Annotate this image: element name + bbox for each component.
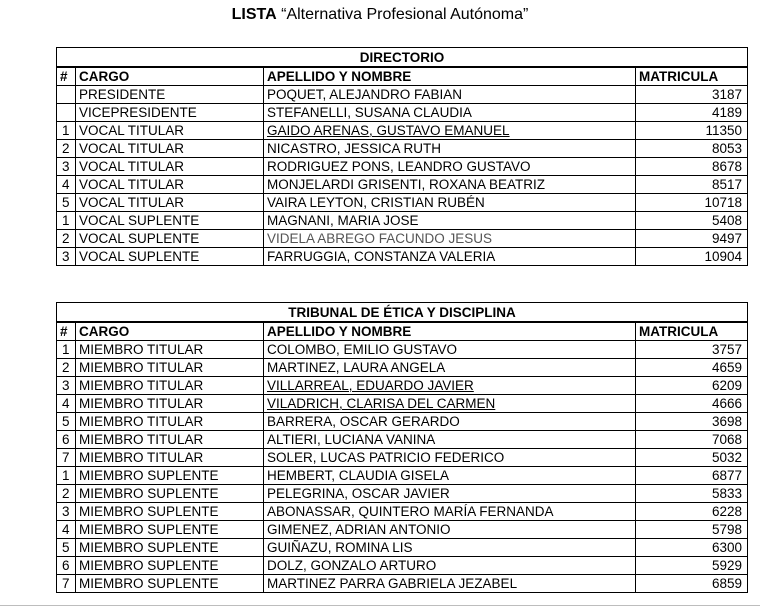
row-matricula: 6228 bbox=[636, 503, 748, 521]
column-nombre-header: APELLIDO Y NOMBRE bbox=[264, 322, 636, 341]
table-row bbox=[57, 140, 748, 158]
row-number bbox=[57, 86, 76, 104]
row-nombre: BARRERA, OSCAR GERARDO bbox=[264, 413, 636, 431]
row-nombre: MAGNANI, MARIA JOSE bbox=[264, 212, 636, 230]
table-row bbox=[57, 341, 748, 359]
row-cargo: MIEMBRO TITULAR bbox=[76, 431, 264, 449]
row-number: 4 bbox=[57, 176, 76, 194]
row-nombre: POQUET, ALEJANDRO FABIAN bbox=[264, 86, 636, 104]
row-cargo: VICEPRESIDENTE bbox=[76, 104, 264, 122]
row-cargo: MIEMBRO SUPLENTE bbox=[76, 521, 264, 539]
row-nombre: ABONASSAR, QUINTERO MARÍA FERNANDA bbox=[264, 503, 636, 521]
row-matricula: 4189 bbox=[636, 104, 748, 122]
row-matricula: 5408 bbox=[636, 212, 748, 230]
column-num-header: # bbox=[57, 67, 76, 86]
row-nombre: RODRIGUEZ PONS, LEANDRO GUSTAVO bbox=[264, 158, 636, 176]
row-cargo: VOCAL TITULAR bbox=[76, 176, 264, 194]
table-row bbox=[57, 485, 748, 503]
row-nombre: DOLZ, GONZALO ARTURO bbox=[264, 557, 636, 575]
table-row bbox=[57, 176, 748, 194]
row-number: 2 bbox=[57, 140, 76, 158]
row-number bbox=[57, 104, 76, 122]
tribunal-table bbox=[56, 302, 748, 593]
table-row bbox=[57, 230, 748, 248]
row-nombre: FARRUGGIA, CONSTANZA VALERIA bbox=[264, 248, 636, 266]
row-matricula: 5929 bbox=[636, 557, 748, 575]
row-number: 2 bbox=[57, 485, 76, 503]
row-number: 6 bbox=[57, 557, 76, 575]
row-cargo: VOCAL TITULAR bbox=[76, 140, 264, 158]
row-nombre: MARTINEZ, LAURA ANGELA bbox=[264, 359, 636, 377]
row-cargo: MIEMBRO TITULAR bbox=[76, 377, 264, 395]
row-number: 1 bbox=[57, 212, 76, 230]
row-matricula: 10718 bbox=[636, 194, 748, 212]
row-matricula: 3698 bbox=[636, 413, 748, 431]
row-number: 2 bbox=[57, 359, 76, 377]
row-number: 1 bbox=[57, 467, 76, 485]
row-matricula: 6300 bbox=[636, 539, 748, 557]
row-nombre: VILADRICH, CLARISA DEL CARMEN bbox=[264, 395, 636, 413]
table-row bbox=[57, 467, 748, 485]
table-row bbox=[57, 377, 748, 395]
row-nombre: VIDELA ABREGO FACUNDO JESUS bbox=[264, 230, 636, 248]
table-row bbox=[57, 194, 748, 212]
row-cargo: MIEMBRO TITULAR bbox=[76, 413, 264, 431]
row-number: 4 bbox=[57, 521, 76, 539]
row-matricula: 8053 bbox=[636, 140, 748, 158]
row-number: 5 bbox=[57, 539, 76, 557]
row-number: 3 bbox=[57, 248, 76, 266]
row-number: 6 bbox=[57, 431, 76, 449]
table-row bbox=[57, 449, 748, 467]
row-nombre: MARTINEZ PARRA GABRIELA JEZABEL bbox=[264, 575, 636, 593]
title-rest: “Alternativa Profesional Autónoma” bbox=[281, 6, 529, 23]
row-matricula: 4666 bbox=[636, 395, 748, 413]
table-row bbox=[57, 557, 748, 575]
row-nombre: COLOMBO, EMILIO GUSTAVO bbox=[264, 341, 636, 359]
row-cargo: VOCAL SUPLENTE bbox=[76, 212, 264, 230]
row-cargo: VOCAL TITULAR bbox=[76, 122, 264, 140]
row-matricula: 11350 bbox=[636, 122, 748, 140]
page-title bbox=[0, 5, 760, 25]
column-num-header: # bbox=[57, 322, 76, 341]
row-matricula: 9497 bbox=[636, 230, 748, 248]
column-cargo-header: CARGO bbox=[76, 67, 264, 86]
row-matricula: 4659 bbox=[636, 359, 748, 377]
table-row bbox=[57, 521, 748, 539]
row-matricula: 3757 bbox=[636, 341, 748, 359]
row-cargo: MIEMBRO SUPLENTE bbox=[76, 485, 264, 503]
table-row bbox=[57, 212, 748, 230]
row-number: 7 bbox=[57, 449, 76, 467]
row-nombre: ALTIERI, LUCIANA VANINA bbox=[264, 431, 636, 449]
row-number: 1 bbox=[57, 122, 76, 140]
row-matricula: 3187 bbox=[636, 86, 748, 104]
row-nombre: GAIDO ARENAS, GUSTAVO EMANUEL bbox=[264, 122, 636, 140]
row-nombre: PELEGRINA, OSCAR JAVIER bbox=[264, 485, 636, 503]
row-cargo: VOCAL TITULAR bbox=[76, 194, 264, 212]
row-nombre: NICASTRO, JESSICA RUTH bbox=[264, 140, 636, 158]
table-row bbox=[57, 122, 748, 140]
table-row bbox=[57, 503, 748, 521]
row-cargo: MIEMBRO TITULAR bbox=[76, 341, 264, 359]
row-number: 3 bbox=[57, 158, 76, 176]
row-matricula: 5032 bbox=[636, 449, 748, 467]
table-row bbox=[57, 395, 748, 413]
row-cargo: MIEMBRO SUPLENTE bbox=[76, 539, 264, 557]
row-cargo: MIEMBRO SUPLENTE bbox=[76, 467, 264, 485]
column-matricula-header: MATRICULA bbox=[636, 67, 748, 86]
row-cargo: MIEMBRO TITULAR bbox=[76, 359, 264, 377]
row-matricula: 5833 bbox=[636, 485, 748, 503]
row-matricula: 10904 bbox=[636, 248, 748, 266]
table-row bbox=[57, 413, 748, 431]
row-matricula: 8678 bbox=[636, 158, 748, 176]
row-matricula: 5798 bbox=[636, 521, 748, 539]
row-nombre: VILLARREAL, EDUARDO JAVIER bbox=[264, 377, 636, 395]
table-row bbox=[57, 248, 748, 266]
column-nombre-header: APELLIDO Y NOMBRE bbox=[264, 67, 636, 86]
row-nombre: VAIRA LEYTON, CRISTIAN RUBÉN bbox=[264, 194, 636, 212]
directorio-table bbox=[56, 47, 748, 266]
row-nombre: GIMENEZ, ADRIAN ANTONIO bbox=[264, 521, 636, 539]
title-bold: LISTA bbox=[231, 6, 277, 23]
row-cargo: MIEMBRO SUPLENTE bbox=[76, 575, 264, 593]
row-matricula: 6209 bbox=[636, 377, 748, 395]
row-nombre: HEMBERT, CLAUDIA GISELA bbox=[264, 467, 636, 485]
page-bottom-divider bbox=[0, 605, 760, 606]
directorio-heading: DIRECTORIO bbox=[57, 48, 748, 68]
row-cargo: MIEMBRO SUPLENTE bbox=[76, 557, 264, 575]
row-matricula: 6859 bbox=[636, 575, 748, 593]
row-number: 2 bbox=[57, 230, 76, 248]
table-row bbox=[57, 104, 748, 122]
row-cargo: VOCAL TITULAR bbox=[76, 158, 264, 176]
row-matricula: 7068 bbox=[636, 431, 748, 449]
column-matricula-header: MATRICULA bbox=[636, 322, 748, 341]
row-number: 3 bbox=[57, 503, 76, 521]
table-row bbox=[57, 359, 748, 377]
row-cargo: PRESIDENTE bbox=[76, 86, 264, 104]
row-number: 1 bbox=[57, 341, 76, 359]
tribunal-heading: TRIBUNAL DE ÉTICA Y DISCIPLINA bbox=[57, 303, 748, 323]
column-cargo-header: CARGO bbox=[76, 322, 264, 341]
row-cargo: MIEMBRO TITULAR bbox=[76, 395, 264, 413]
row-cargo: VOCAL SUPLENTE bbox=[76, 248, 264, 266]
table-row bbox=[57, 539, 748, 557]
row-cargo: MIEMBRO TITULAR bbox=[76, 449, 264, 467]
table-row bbox=[57, 575, 748, 593]
row-number: 7 bbox=[57, 575, 76, 593]
row-cargo: MIEMBRO SUPLENTE bbox=[76, 503, 264, 521]
row-number: 5 bbox=[57, 194, 76, 212]
row-number: 3 bbox=[57, 377, 76, 395]
row-nombre: MONJELARDI GRISENTI, ROXANA BEATRIZ bbox=[264, 176, 636, 194]
row-nombre: GUIÑAZU, ROMINA LIS bbox=[264, 539, 636, 557]
row-cargo: VOCAL SUPLENTE bbox=[76, 230, 264, 248]
row-matricula: 8517 bbox=[636, 176, 748, 194]
table-row bbox=[57, 431, 748, 449]
row-nombre: SOLER, LUCAS PATRICIO FEDERICO bbox=[264, 449, 636, 467]
row-matricula: 6877 bbox=[636, 467, 748, 485]
table-row bbox=[57, 158, 748, 176]
table-row bbox=[57, 86, 748, 104]
row-number: 4 bbox=[57, 395, 76, 413]
row-number: 5 bbox=[57, 413, 76, 431]
row-nombre: STEFANELLI, SUSANA CLAUDIA bbox=[264, 104, 636, 122]
